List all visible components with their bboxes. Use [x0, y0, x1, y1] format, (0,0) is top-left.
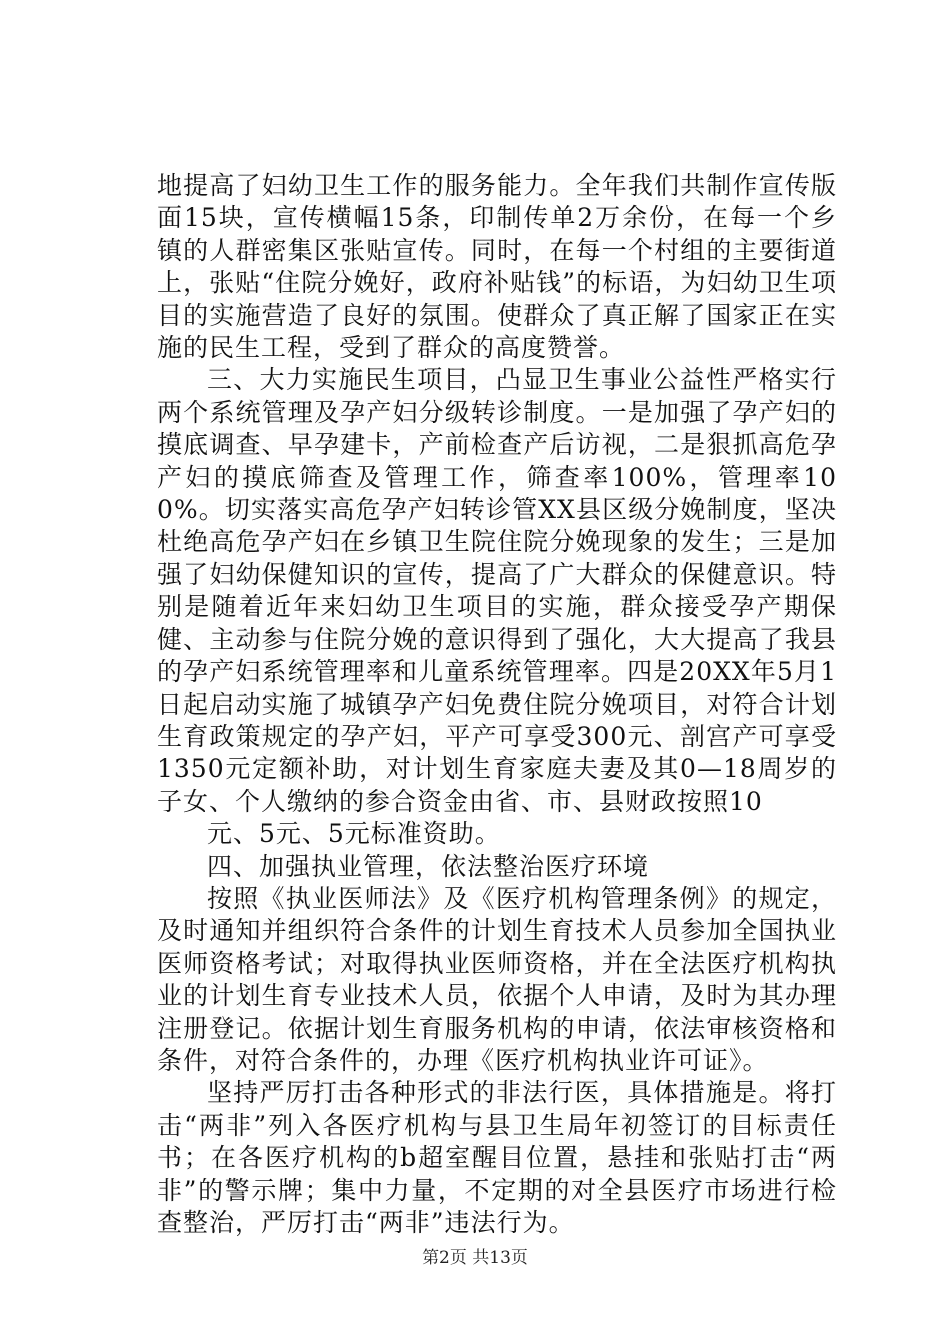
paragraph-5: 按照《执业医师法》及《医疗机构管理条例》的规定，及时通知并组织符合条件的计划生育技术人员参加全国执业医师资格考试；对取得执业医师资格，并在全法医疗机构执业的计划生育专业技术人员，依据个人申请，及时为其办理注册登记。依据计划生育服务机构的申请，依法审核资格和条件，对符合条件的，办理《医疗机构执业许可证》。	[157, 883, 837, 1075]
paragraph-3: 元、5元、5元标准资助。	[207, 819, 501, 849]
paragraph-2: 三、大力实施民生项目，凸显卫生事业公益性严格实行两个系统管理及孕产妇分级转诊制度。一是加强了孕产妇的摸底调查、早孕建卡，产前检查产后访视，二是狠抓高危孕产妇的摸底筛查及管理工作，筛查率100%，管理率100%。切实落实高危孕产妇转诊管XX县区级分娩制度，坚决杜绝高危孕产妇在乡镇卫生院住院分娩现象的发生；三是加强了妇幼保健知识的宣传，提高了广大群众的保健意识。特别是随着近年来妇幼卫生项目的实施，群众接受孕产期保健、主动参与住院分娩的意识得到了强化，大大提高了我县的孕产妇系统管理率和儿童系统管理率。四是20XX年5月1日起启动实施了城镇孕产妇免费住院分娩项目，对符合计划生育政策规定的孕产妇，平产可享受300元、剖宫产可享受1350元定额补助，对计划生育家庭夫妻及其0—18周岁的子女、个人缴纳的参合资金由省、市、县财政按照10	[157, 365, 837, 816]
paragraph-6: 坚持严厉打击各种形式的非法行医，具体措施是。将打击“两非”列入各医疗机构与县卫生局年初签订的目标责任书；在各医疗机构的b超室醒目位置，悬挂和张贴打击“两非”的警示牌；集中力量，不定期的对全县医疗市场进行检查整治，严厉打击“两非”违法行为。	[157, 1078, 837, 1237]
page-footer: 第2页 共13页	[422, 1248, 528, 1268]
document-body	[157, 170, 837, 1239]
section-heading-4: 四、加强执业管理，依法整治医疗环境	[207, 851, 650, 881]
paragraph-1: 地提高了妇幼卫生工作的服务能力。全年我们共制作宣传版面15块，宣传横幅15条，印制传单2万余份，在每一个乡镇的人群密集区张贴宣传。同时，在每一个村组的主要街道上，张贴“住院分娩好，政府补贴钱”的标语，为妇幼卫生项目的实施营造了良好的氛围。使群众了真正解了国家正在实施的民生工程，受到了群众的高度赞誉。	[157, 171, 837, 363]
